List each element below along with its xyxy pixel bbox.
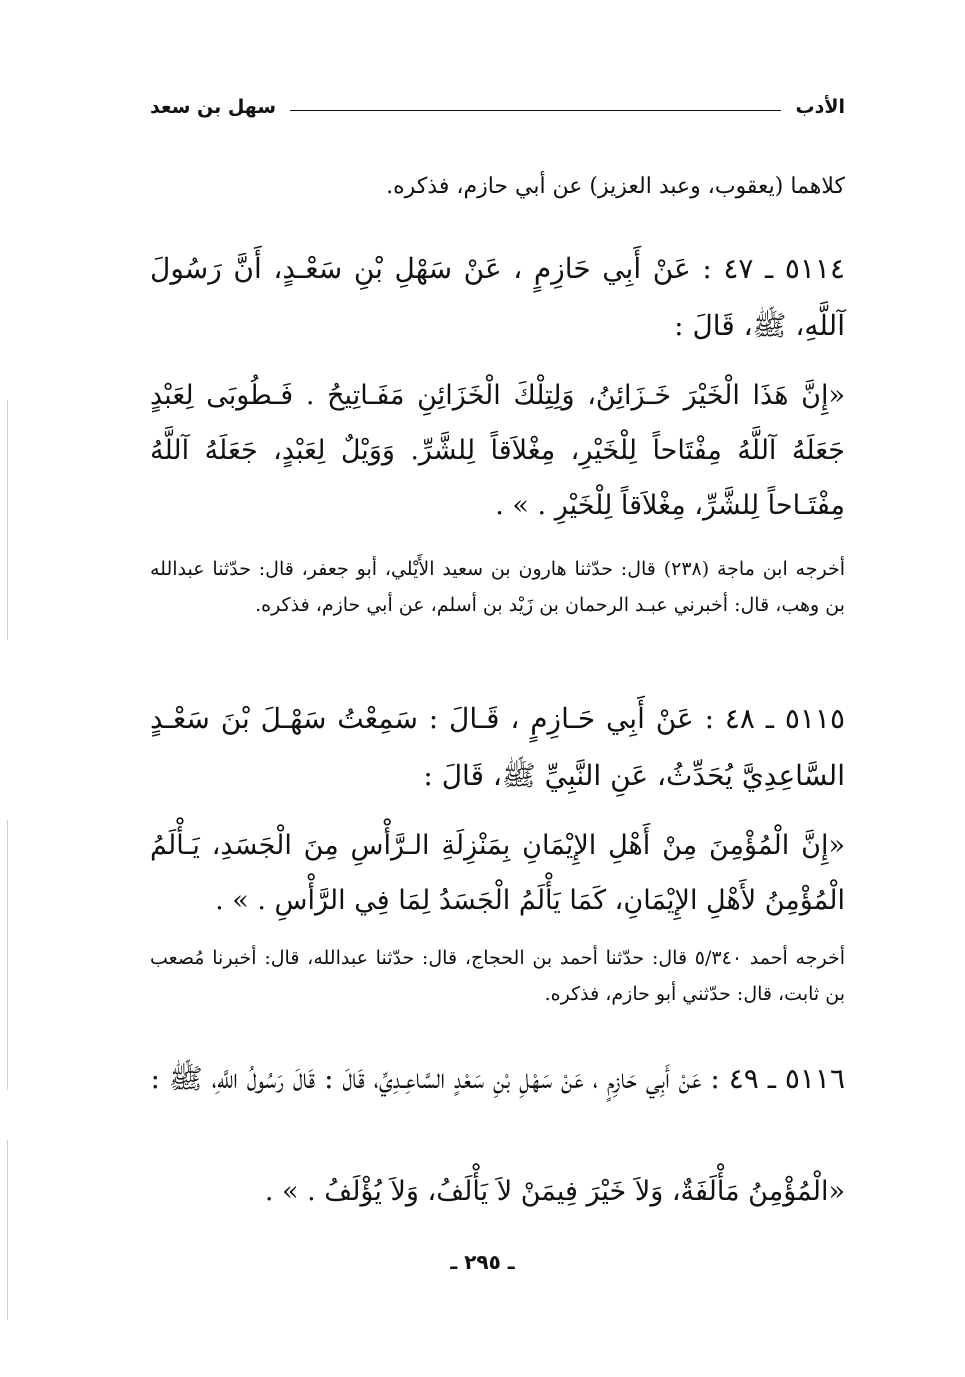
page-number: ـ ٢٩٥ ـ <box>450 1250 515 1274</box>
running-header <box>150 92 845 122</box>
scan-edge-line <box>7 1140 8 1320</box>
hadith-5114-isnad: ٥١١٤ ـ ٤٧ : عَنْ أَبِي حَازِمٍ ، عَنْ سَهْلِ بْنِ سَعْـدٍ، أَنَّ رَسُولَ آللَّهِ، ﷺ، قَالَ : <box>150 252 845 342</box>
intro-line: كلاهما (يعقوب، وعبد العزيز) عن أبي حازم، فذكره. <box>386 174 845 199</box>
header-rule <box>290 110 781 111</box>
hadith-5116-isnad: ٥١١٦ ـ ٤٩ : عَنْ أَبِي حَازِمٍ ، عَنْ سَهْلِ بْنِ سَعْدٍ السَّاعِـدِيِّ، قَالَ : قَالَ رَسُولُ اللَّهِ، ﷺ : <box>150 1062 845 1095</box>
hadith-5115-isnad: ٥١١٥ ـ ٤٨ : عَنْ أَبِي حَـازِمٍ ، قَـالَ : سَمِعْتُ سَهْـلَ بْنَ سَعْـدٍ السَّاعِدِيَّ يُحَدِّثُ، عَنِ النَّبِيِّ ﷺ، قَالَ : <box>150 702 845 792</box>
scan-edge-line <box>7 400 8 640</box>
hadith-5114-takhrij: أخرجه ابن ماجة (٢٣٨) قال: حدّثنا هارون بن سعيد الأَيْلي، أبو جعفر، قال: حدّثنا عبدالله بن وهب، قال: أخبرني عبـد الرحمان بن زَيْد بن أسلم، عن أبي حازم، فذكره. <box>150 558 845 616</box>
hadith-5114-matn: «إِنَّ هَذَا الْخَيْرَ خَـزَائِنُ، وَلِتِلْكَ الْخَزَائِنِ مَفَـاتِيحُ . فَـطُوبَى لِعَبْدٍ جَعَلَهُ آللَّهُ مِفْتَاحاً لِلْخَيْرِ، مِغْلاَقاً لِلشَّرِّ. وَوَيْلٌ لِعَبْدٍ، جَعَلَهُ آللَّهُ مِفْتَـاحاً لِلشَّرِّ، مِغْلاَقاً لِلْخَيْرِ . » . <box>150 380 845 521</box>
hadith-5115-takhrij: أخرجه أحمد ٥/٣٤٠ قال: حدّثنا أحمد بن الحجاج، قال: حدّثنا عبدالله، قال: أخبرنا مُصعب بن ثابت، قال: حدّثني أبو حازم، فذكره. <box>150 947 845 1005</box>
hadith-5115-matn: «إِنَّ الْمُؤْمِنَ مِنْ أَهْلِ الإِيْمَانِ بِمَنْزِلَةِ الـرَّأْسِ مِنَ الْجَسَدِ، يَـأْلَمُ الْمُؤْمِنُ لأَهْلِ الإِيْمَانِ، كَمَا يَأْلَمُ الْجَسَدُ لِمَا فِي الرَّأْسِ . » . <box>150 830 845 916</box>
header-chapter: الأدب <box>795 96 845 118</box>
header-subject: سهل بن سعد <box>150 96 277 118</box>
hadith-5116-matn: «الْمُؤْمِنُ مَأْلَفَةٌ، وَلاَ خَيْرَ فِيمَنْ لاَ يَأْلَفُ، وَلاَ يُؤْلَفُ . » . <box>264 1176 845 1207</box>
scan-edge-line <box>7 820 8 1090</box>
